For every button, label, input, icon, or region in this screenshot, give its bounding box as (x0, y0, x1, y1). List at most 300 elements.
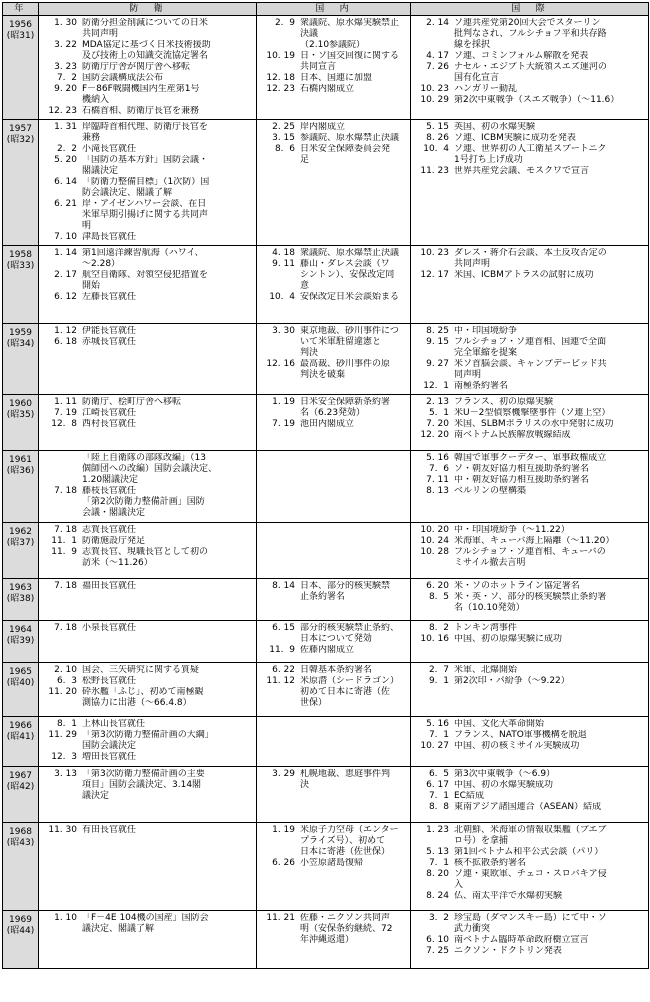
event-entry (259, 397, 408, 419)
event-date: 2. 10 (54, 665, 77, 675)
domestic-cell (257, 246, 411, 324)
event-entry (41, 623, 254, 634)
event-date: 11. 1 (51, 536, 77, 546)
year-cell (3, 120, 39, 246)
year-cell (3, 663, 39, 717)
event-date: 1. 19 (272, 397, 295, 407)
event-date: 7. 18 (54, 525, 77, 535)
event-entry (413, 891, 646, 902)
event-entry (413, 592, 646, 614)
year-label: 1960 (9, 399, 32, 409)
table-body (3, 16, 649, 969)
event-date: 3. 15 (272, 133, 295, 143)
event-text: 米海軍、キューバ海上隔離（～11.20） (454, 536, 615, 546)
event-text: 「第3次防衛力整備計画の大綱」 国防会議決定 (82, 730, 214, 751)
international-cell (411, 767, 649, 823)
event-date: 6. 17 (426, 780, 449, 790)
event-entry (259, 825, 408, 858)
event-text: 米原潜（シードラゴン） 初めて日本に寄港（佐 世保） (300, 676, 400, 708)
event-entry (413, 623, 646, 634)
event-entry (41, 155, 254, 177)
event-date: 1. 30 (54, 18, 77, 28)
event-entry (41, 73, 254, 84)
event-entry (41, 525, 254, 536)
year-cell (3, 451, 39, 523)
event-entry (259, 858, 408, 869)
event-text: 日本、国連に加盟 (300, 73, 373, 83)
event-entry (259, 419, 408, 430)
event-date: 8. 5 (428, 592, 449, 602)
year-label: 1963 (9, 583, 32, 593)
event-text: 英国、初の水爆実験 (454, 122, 536, 132)
event-entry (413, 769, 646, 780)
event-entry (413, 547, 646, 569)
event-date: 9. 20 (54, 84, 77, 94)
event-entry (41, 676, 254, 687)
event-entry (259, 359, 408, 381)
table-row (3, 663, 649, 717)
event-date: 6. 10 (426, 935, 449, 945)
event-entry (413, 270, 646, 281)
event-text: ベルリンの壁構築 (454, 486, 527, 496)
domestic-cell (257, 663, 411, 717)
era-label: (昭41) (6, 732, 35, 742)
event-text: 日本、部分的核実験禁 止条約署名 (300, 581, 391, 602)
event-entry (259, 769, 408, 791)
event-entry (259, 292, 408, 303)
event-date: 7. 18 (54, 623, 77, 633)
table-row (3, 16, 649, 120)
international-cell (411, 246, 649, 324)
event-entry (259, 248, 408, 259)
year-cell (3, 523, 39, 579)
event-date: 5. 16 (426, 719, 449, 729)
event-date: 7. 19 (272, 419, 295, 429)
table-row (3, 395, 649, 451)
event-date: 5. 16 (426, 453, 449, 463)
event-date: 2. 7 (428, 665, 449, 675)
event-text: ソ連、世界初の人工衛星スプートニク 1号打ち上げ成功 (454, 144, 607, 165)
event-text: 第1回ベトナム和平公式会談（パリ） (454, 847, 604, 857)
event-entry (41, 18, 254, 40)
event-text: 中・印国境紛争 (454, 326, 518, 336)
table-row (3, 911, 649, 969)
event-text: 南極条約署名 (454, 381, 509, 391)
chronology-table (2, 2, 649, 969)
event-entry (413, 464, 646, 475)
event-date: 12. 23 (48, 106, 77, 116)
international-cell (411, 911, 649, 969)
event-entry (41, 730, 254, 752)
event-text: 藤山・ダレス会談（ワ シントン）、安保改定同 意 (300, 259, 395, 291)
event-date: 7. 1 (428, 858, 449, 868)
defense-cell (39, 717, 257, 767)
event-entry (41, 292, 254, 303)
year-cell (3, 579, 39, 621)
event-entry (413, 475, 646, 486)
event-date: 7. 18 (54, 486, 77, 496)
event-entry (413, 397, 646, 408)
event-date: 12. 18 (266, 73, 295, 83)
event-entry (41, 719, 254, 730)
event-entry (41, 270, 254, 292)
event-text: ソ連、コミンフォルム解散を発表 (454, 51, 589, 61)
event-date: 3. 30 (272, 326, 295, 336)
event-entry (41, 453, 254, 486)
event-text: 福田長官就任 (82, 581, 137, 591)
event-date: 5. 20 (54, 155, 77, 165)
event-entry (413, 486, 646, 497)
event-text: 米・ソのホットライン協定署名 (454, 581, 580, 591)
year-label: 1967 (9, 771, 32, 781)
event-text: 防衛施設庁発足 (82, 536, 146, 546)
event-date: 2. 14 (426, 18, 449, 28)
event-text: ソ・朝友好協力相互援助条約署名 (454, 464, 590, 474)
event-date: 12. 8 (51, 419, 77, 429)
event-text: 国会、三矢研究に関する質疑 (82, 665, 200, 675)
domestic-cell (257, 324, 411, 395)
event-text: 珍宝島（ダマンスキー島）にて中・ソ 武力衝突 (454, 913, 607, 934)
event-entry (259, 665, 408, 676)
event-date: 12. 17 (420, 270, 449, 280)
event-entry (259, 913, 408, 946)
event-entry (413, 51, 646, 62)
event-date: 5. 1 (428, 408, 449, 418)
event-text: 北朝鮮、米海軍の情報収集艦（プエブ ロ号）を拿捕 (454, 825, 607, 846)
event-text: 部分的核実験禁止条約、 日本について発効 (300, 623, 400, 644)
defense-cell (39, 621, 257, 663)
table-row (3, 324, 649, 395)
event-entry (41, 665, 254, 676)
event-date: 1. 12 (54, 326, 77, 336)
event-text: 志賀長官就任 (82, 525, 137, 535)
event-text: ハンガリー動乱 (454, 84, 518, 94)
event-entry (41, 40, 254, 62)
international-cell (411, 579, 649, 621)
event-entry (41, 769, 254, 802)
event-text: 「陸上自衛隊の部隊改編」（13 個師団への改編）国防会議決定、 1.20閣議決定 (82, 453, 218, 485)
event-entry (259, 144, 408, 166)
event-date: 10. 23 (420, 84, 449, 94)
event-entry (413, 719, 646, 730)
event-date: 12. 20 (420, 430, 449, 440)
event-date: 1. 14 (54, 248, 77, 258)
defense-cell (39, 823, 257, 911)
defense-cell (39, 246, 257, 324)
era-label: (昭35) (6, 410, 35, 420)
event-entry (413, 144, 646, 166)
event-text: フルシチョフ・ソ連首相、国連で全面 完全軍縮を提案 (454, 337, 607, 358)
event-date: 6. 15 (272, 623, 295, 633)
event-entry (413, 326, 646, 337)
event-text: 衆議院、原水爆実験禁止 決議 (300, 18, 400, 39)
event-text: 「第3次防衛力整備計画の主要 項目」国防会議決定、3.14閣 議決定 (82, 769, 205, 801)
event-entry (41, 397, 254, 408)
domestic-cell (257, 911, 411, 969)
year-cell (3, 823, 39, 911)
event-date: 6. 22 (272, 665, 295, 675)
event-entry (41, 547, 254, 569)
year-label: 1962 (9, 527, 32, 537)
event-entry (259, 581, 408, 603)
event-text: 増田長官就任 (82, 752, 137, 762)
event-date: 8. 6 (274, 144, 295, 154)
table-row (3, 823, 649, 911)
event-entry (413, 359, 646, 381)
event-date (41, 453, 82, 486)
event-date: 10. 4 (423, 144, 449, 154)
event-text: 小泉長官就任 (82, 623, 137, 633)
defense-cell (39, 324, 257, 395)
event-date: 1. 10 (54, 913, 77, 923)
event-date: 8. 13 (426, 486, 449, 496)
event-text: 米国、SLBMポラリスの水中発射に成功 (454, 419, 614, 429)
event-entry (413, 913, 646, 935)
event-text: 防衛分担金削減についての日米 共同声明 (82, 18, 208, 39)
event-date: 12. 23 (266, 84, 295, 94)
year-cell (3, 324, 39, 395)
event-date: 8. 26 (426, 133, 449, 143)
event-entry (413, 430, 646, 441)
event-text: 佐藤・ニクソン共同声 明（安保条約継続、72 年沖縄返還） (300, 913, 393, 945)
event-entry (259, 122, 408, 133)
event-date: 1. 23 (426, 825, 449, 835)
defense-cell (39, 579, 257, 621)
event-text: 池田内閣成立 (300, 419, 355, 429)
event-date: 12. 16 (266, 359, 295, 369)
table-row (3, 621, 649, 663)
event-date: 7. 1 (428, 730, 449, 740)
event-text: 「防衛力整備目標」（1次防）国 防会議決定、閣議了解 (82, 177, 210, 198)
event-date: 3. 23 (54, 62, 77, 72)
event-text: 日韓基本条約署名 (300, 665, 373, 675)
event-date: 7. 2 (56, 73, 77, 83)
era-label: (昭43) (6, 838, 35, 848)
event-text: 小笠原諸島復帰 (300, 858, 364, 868)
event-text: 世界共産党会議、モスクワで宣言 (454, 166, 590, 176)
era-label: (昭36) (6, 466, 35, 476)
event-entry (41, 408, 254, 419)
event-text: 国防会議構成法公布 (82, 73, 164, 83)
event-entry (413, 946, 646, 957)
international-cell (411, 523, 649, 579)
event-date: 7. 6 (428, 464, 449, 474)
event-entry (413, 122, 646, 133)
event-date: 7. 26 (426, 62, 449, 72)
event-date: 1. 19 (272, 825, 295, 835)
event-text: 中国、初の核ミサイル実験成功 (454, 741, 580, 751)
event-text: 最高裁、砂川事件の原 判決を破棄 (300, 359, 391, 380)
event-date: 6. 12 (54, 292, 77, 302)
event-text: 赤城長官就任 (82, 337, 137, 347)
event-entry (413, 780, 646, 791)
year-cell (3, 717, 39, 767)
event-text: 日米安全保障新条約署 名（6.23発効） (300, 397, 391, 418)
event-text: 「F－4E 104機の国産」国防会 議決定、閣議了解 (82, 913, 209, 934)
event-text: 上林山長官就任 (82, 719, 146, 729)
event-text: 日米安全保障委員会発 足 (300, 144, 391, 165)
event-text: 石橋首相、防衛庁長官を兼務 (82, 106, 200, 116)
year-cell (3, 395, 39, 451)
event-entry (413, 581, 646, 592)
event-date: 9. 1 (428, 676, 449, 686)
event-entry (413, 248, 646, 270)
event-entry (41, 326, 254, 337)
event-date: 5. 13 (426, 847, 449, 857)
event-entry (259, 623, 408, 645)
era-label: (昭32) (6, 135, 35, 145)
event-text: 東京地裁、砂川事件につ いて米軍駐留違憲と 判決 (300, 326, 399, 358)
event-date: 2. 25 (272, 122, 295, 132)
event-entry (413, 337, 646, 359)
event-date: 3. 2 (428, 913, 449, 923)
event-date: 7. 11 (426, 475, 449, 485)
event-text: 津島長官就任 (82, 232, 137, 242)
event-text: 有田長官就任 (82, 825, 137, 835)
year-cell (3, 911, 39, 969)
event-text: ニクソン・ドクトリン発表 (454, 946, 562, 956)
event-text: 松野長官就任 (82, 676, 137, 686)
table-row (3, 579, 649, 621)
event-text: ダレス・蒋介石会談、本土反攻否定の 共同声明 (454, 248, 607, 269)
event-text: 西村長官就任 (82, 419, 137, 429)
event-text: 米U－2型偵察機撃墜事件（ソ連上空） (454, 408, 611, 418)
event-entry (259, 676, 408, 709)
defense-cell (39, 911, 257, 969)
event-date: 10. 20 (420, 525, 449, 535)
event-text: 防衛庁庁舎が関庁舎へ移転 (82, 62, 191, 72)
event-entry (413, 825, 646, 847)
year-cell (3, 621, 39, 663)
event-date: 1. 11 (54, 397, 77, 407)
event-date: 11. 29 (48, 730, 77, 740)
event-date: 10. 24 (420, 536, 449, 546)
event-entry (413, 665, 646, 676)
event-text: 米軍、北爆開始 (454, 665, 518, 675)
defense-cell (39, 16, 257, 120)
event-date: 10. 19 (266, 51, 295, 61)
event-text: 石橋内閣成立 (300, 84, 355, 94)
event-text: 核不拡散条約署名 (454, 858, 527, 868)
event-entry (413, 847, 646, 858)
header-defense: 防 衛 (39, 3, 257, 16)
event-entry (413, 453, 646, 464)
era-label: (昭44) (6, 926, 35, 936)
domestic-cell (257, 717, 411, 767)
era-label: (昭42) (6, 782, 35, 792)
event-date: 2. 13 (426, 397, 449, 407)
event-text: 岸内閣成立 (300, 122, 346, 132)
event-text: 砕氷艦「ふじ」、初めて南極観 測協力に出港（～66.4.8） (82, 687, 204, 708)
event-text: 「国防の基本方針」国防会議・ 閣議決定 (82, 155, 209, 176)
header-year: 年 (3, 3, 39, 16)
event-date: 7. 18 (54, 581, 77, 591)
event-text: フランス、初の原爆実験 (454, 397, 554, 407)
year-label: 1966 (9, 721, 32, 731)
event-date: 12. 3 (51, 752, 77, 762)
event-text: 中国、文化大革命開始 (454, 719, 545, 729)
event-text: 岸臨時首相代理、防衛庁長官を 兼務 (82, 122, 209, 143)
domestic-cell (257, 579, 411, 621)
event-text: 佐藤内閣成立 (300, 645, 355, 655)
era-label: (昭38) (6, 594, 35, 604)
table-row (3, 717, 649, 767)
year-cell (3, 16, 39, 120)
event-entry (41, 199, 254, 232)
event-text: 小滝長官就任 (82, 144, 137, 154)
event-date: 2. 2 (56, 144, 77, 154)
event-entry (413, 791, 646, 802)
event-date: 6. 26 (272, 858, 295, 868)
event-entry (41, 581, 254, 592)
event-date (259, 40, 300, 51)
international-cell (411, 717, 649, 767)
event-text: 南ベトナム民族解放戦線結成 (454, 430, 571, 440)
year-label: 1958 (9, 250, 32, 260)
event-text: 米・英・ソ、部分的核実験禁止条約署 名（10.10発効） (454, 592, 607, 613)
event-date: 5. 15 (426, 122, 449, 132)
international-cell (411, 16, 649, 120)
event-date: 8. 14 (272, 581, 295, 591)
event-text: 東南アジア諸国連合（ASEAN）結成 (454, 802, 602, 812)
year-label: 1964 (9, 625, 32, 635)
event-text: 中国、初の水爆実験成功 (454, 780, 554, 790)
event-date: 6. 18 (54, 337, 77, 347)
event-text: 藤枝長官就任 「第2次防衛力整備計画」国防 会議・閣議決定 (82, 486, 205, 518)
table-row (3, 451, 649, 523)
defense-cell (39, 663, 257, 717)
table-row (3, 523, 649, 579)
year-label: 1965 (9, 667, 32, 677)
event-date: 7. 1 (428, 791, 449, 801)
event-entry (259, 84, 408, 95)
event-entry (259, 40, 408, 51)
domestic-cell (257, 16, 411, 120)
event-date: 2. 17 (54, 270, 77, 280)
event-date: 6. 14 (54, 177, 77, 187)
event-text: 仏、南太平洋で水爆初実験 (454, 891, 563, 901)
event-entry (41, 177, 254, 199)
event-date: 11. 21 (266, 913, 295, 923)
event-text: 江崎長官就任 (82, 408, 137, 418)
event-entry (41, 248, 254, 270)
event-text: 中・印国境紛争（～11.22） (454, 525, 570, 535)
header-row (3, 3, 649, 16)
event-entry (41, 122, 254, 144)
event-text: 第2次印・パ紛争（～9.22） (454, 676, 570, 686)
event-entry (413, 869, 646, 891)
table-row (3, 246, 649, 324)
event-entry (41, 536, 254, 547)
event-date: 9. 27 (426, 359, 449, 369)
event-date: 10. 28 (420, 547, 449, 557)
event-text: （2.10参議院） (300, 40, 366, 50)
event-entry (41, 62, 254, 73)
event-entry (41, 232, 254, 243)
year-label: 1957 (9, 124, 32, 134)
defense-cell (39, 767, 257, 823)
event-entry (413, 802, 646, 813)
event-entry (413, 525, 646, 536)
event-text: 志賀長官、現職長官として初の 訪米（～11.26） (82, 547, 209, 568)
event-date: 11. 20 (48, 687, 77, 697)
year-label: 1959 (9, 328, 32, 338)
era-label: (昭37) (6, 538, 35, 548)
event-entry (413, 419, 646, 430)
event-entry (413, 62, 646, 84)
event-date: 11. 9 (51, 547, 77, 557)
event-date: 6. 20 (426, 581, 449, 591)
